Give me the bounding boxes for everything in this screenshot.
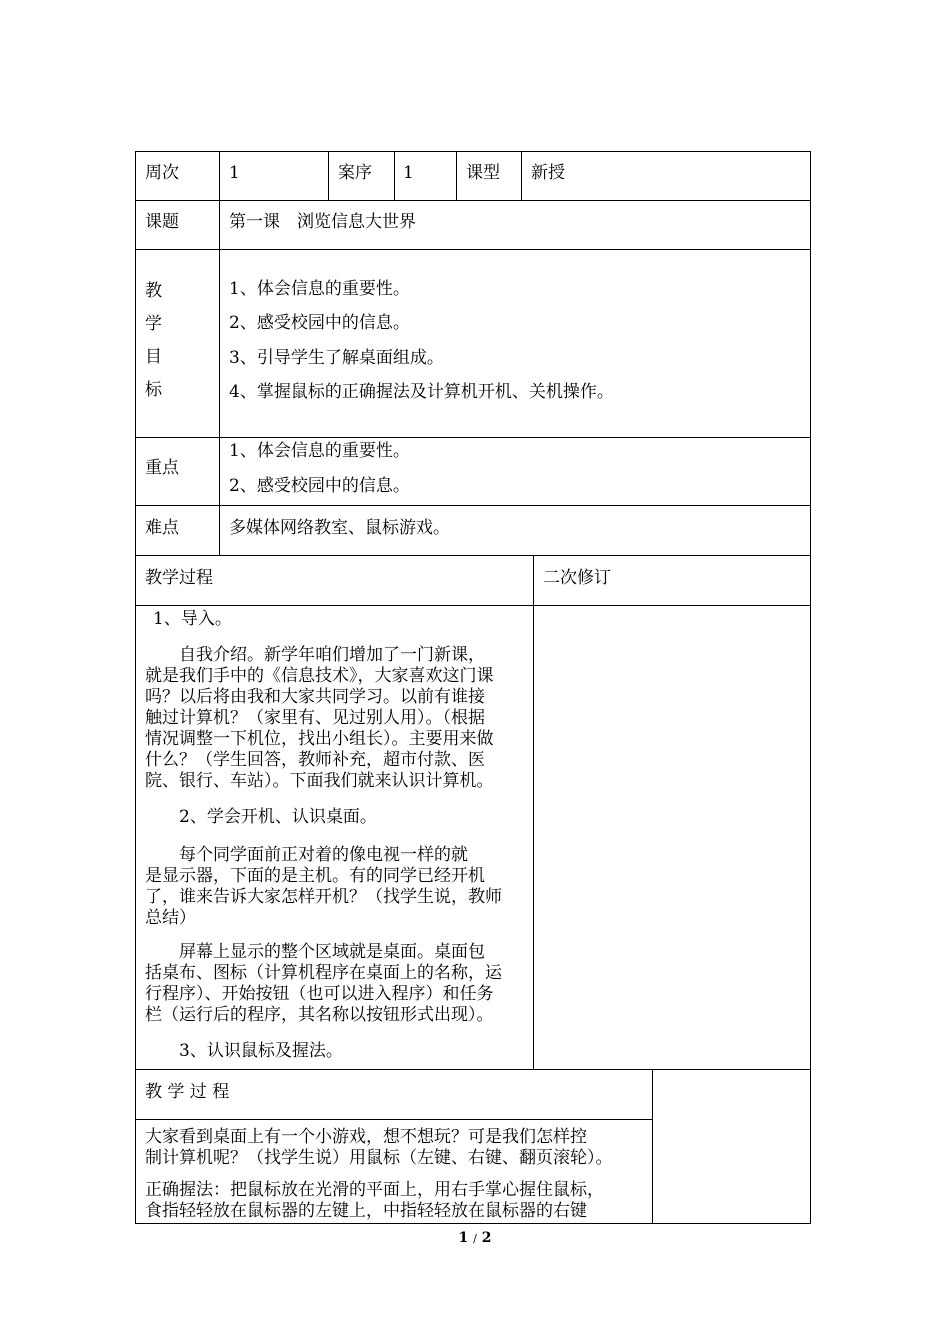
row-divider [135,555,811,556]
topic-value: 第一课 浏览信息大世界 [229,212,416,232]
goals-label-char: 教 [145,281,162,301]
paragraph-line: 院、银行、车站）。下面我们就来认识计算机。 [145,771,494,791]
process-label: 教学过程 [145,568,213,588]
paragraph-line: 了，谁来告诉大家怎样开机？（找学生说，教师 [145,887,502,907]
paragraph-line: 行程序）、开始按钮（也可以进入程序）和任务 [145,984,494,1004]
goal-item: 1、体会信息的重要性。 [229,279,410,299]
paragraph [145,1127,613,1169]
goals-label-char: 学 [145,314,162,334]
paragraph-line: 是显示器，下面的是主机。有的同学已经开机 [145,866,485,886]
paragraph-line: 栏（运行后的程序，其名称以按钮形式出现）。 [145,1005,494,1025]
row-divider [135,200,811,201]
goals-label-char: 目 [145,347,162,367]
difficult-label: 难点 [145,518,179,538]
paragraph-line: 括桌布、图标（计算机程序在桌面上的名称，运 [145,963,502,983]
row-divider [135,605,811,606]
paragraph [145,942,502,1026]
table-border-right [810,151,811,1224]
row-divider [135,1119,652,1120]
paragraph [145,1180,604,1222]
current-page: 1 [458,1230,469,1246]
case-value: 1 [403,163,414,183]
column-divider [328,151,329,201]
table-border-bottom [135,1223,811,1224]
paragraph-line: 什么？（学生回答，教师补充，超市付款、医 [145,750,485,770]
row-divider [135,437,811,438]
column-divider [394,151,395,201]
paragraph [145,645,494,792]
step-heading: 2、学会开机、认识桌面。 [145,807,377,827]
column-divider [521,151,522,201]
column-divider [219,151,220,556]
paragraph-line: 吗？以后将由我和大家共同学习。以前有谁接 [145,687,485,707]
topic-label: 课题 [145,212,179,232]
column-divider [533,555,534,1070]
goal-item: 2、感受校园中的信息。 [229,313,410,333]
type-label: 课型 [466,163,500,183]
row-divider [135,505,811,506]
goal-item: 4、掌握鼠标的正确握法及计算机开机、关机操作。 [229,382,614,402]
process2-label: 教 学 过 程 [145,1082,230,1102]
paragraph-line: 就是我们手中的《信息技术》，大家喜欢这门课 [145,666,494,686]
table-border-left [135,151,136,1224]
revision-label: 二次修订 [543,568,611,588]
paragraph-line: 食指轻轻放在鼠标器的左键上，中指轻轻放在鼠标器的右键 [145,1201,587,1221]
goals-label-char: 标 [145,380,162,400]
step-heading: 1、导入。 [153,609,232,629]
column-divider [652,1069,653,1224]
total-pages: 2 [481,1230,492,1246]
week-label: 周次 [145,163,179,183]
row-divider [135,1069,811,1070]
week-value: 1 [229,163,240,183]
type-value: 新授 [531,163,565,183]
table-border-top [135,151,811,152]
key-point-item: 2、感受校园中的信息。 [229,476,410,496]
page-number [0,1230,950,1246]
paragraph-line: 正确握法：把鼠标放在光滑的平面上，用右手掌心握住鼠标， [145,1180,604,1200]
paragraph-line: 每个同学面前正对着的像电视一样的就 [145,845,468,865]
column-divider [456,151,457,201]
paragraph-line: 屏幕上显示的整个区域就是桌面。桌面包 [145,942,485,962]
case-label: 案序 [338,163,372,183]
paragraph-line: 触过计算机？（家里有、见过别人用）。（根据 [145,708,485,728]
row-divider [135,249,811,250]
difficult-value: 多媒体网络教室、鼠标游戏。 [229,518,450,538]
paragraph-line: 情况调整一下机位，找出小组长）。主要用来做 [145,729,494,749]
paragraph-line: 大家看到桌面上有一个小游戏，想不想玩？可是我们怎样控 [145,1127,587,1147]
paragraph-line: 总结） [145,908,196,928]
step-heading: 3、认识鼠标及握法。 [145,1041,343,1061]
paragraph [145,845,502,929]
key-points-label: 重点 [145,458,179,478]
paragraph-line: 制计算机呢？（找学生说）用鼠标（左键、右键、翻页滚轮）。 [145,1148,613,1168]
goal-item: 3、引导学生了解桌面组成。 [229,348,444,368]
key-point-item: 1、体会信息的重要性。 [229,441,410,461]
page-separator: / [473,1232,477,1245]
paragraph-line: 自我介绍。新学年咱们增加了一门新课， [145,645,485,665]
